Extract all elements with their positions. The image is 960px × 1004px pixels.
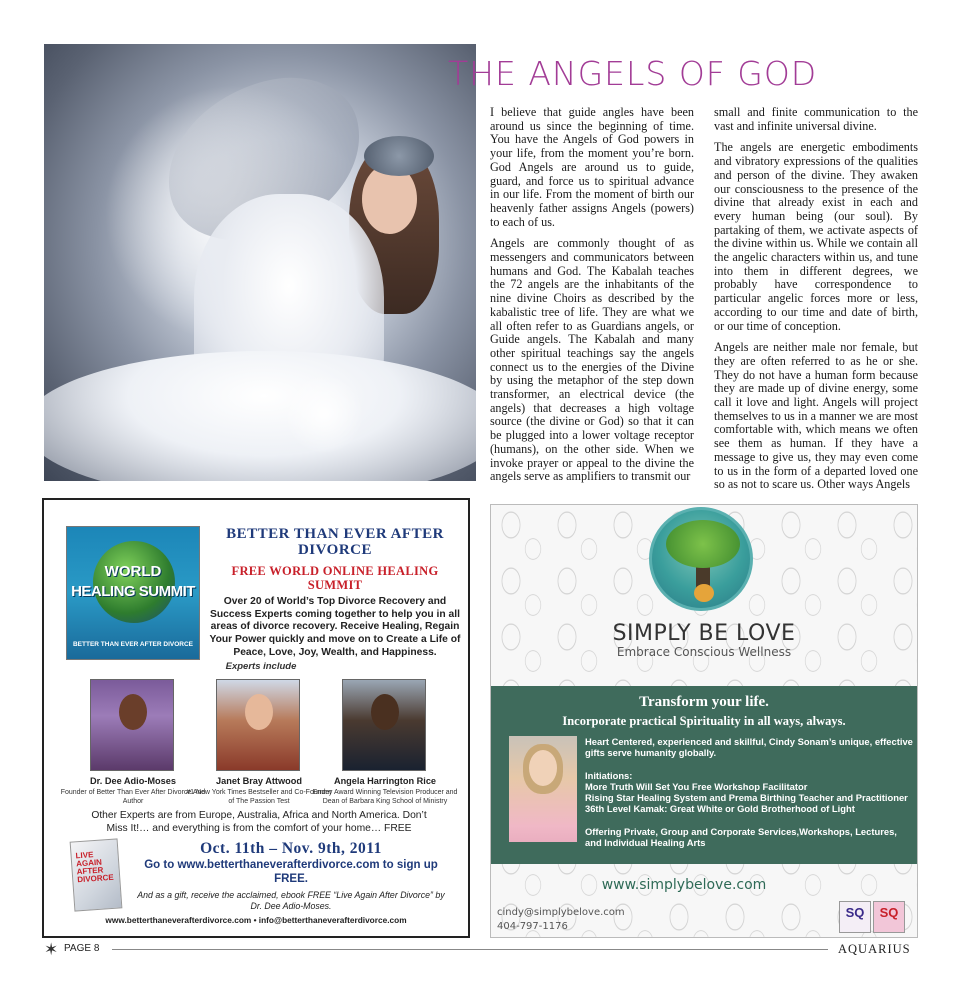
badge-text: SQ — [879, 905, 899, 920]
green-banner — [491, 686, 917, 864]
footer-divider — [112, 949, 828, 950]
article-column-2 — [714, 106, 918, 500]
experts-label: Experts include — [225, 661, 297, 672]
expert-photo-angela — [342, 679, 426, 771]
cindy-photo — [509, 736, 577, 842]
paragraph: The angels are energetic embodiments and vibratory expressions of the qualities and person of the divine. They awaken our consciousness to the presence of the divine that already exist in each and every human being (our soul). By partaking of them, we activate aspects of the divine within us. While we contain all the angelic characters within us, and tune into them in different degrees, we probably have correspondence to particular angelic forces more or less, according to our time and date of birth, or our time of conception. — [714, 140, 918, 333]
star-icon: ✶ — [44, 940, 59, 960]
logo-text: WORLD — [104, 563, 162, 580]
badge-text: SQ — [845, 905, 865, 920]
ebook-cover — [70, 838, 123, 911]
initiations-label: Initiations: — [585, 769, 633, 781]
page-number: PAGE 8 — [64, 943, 100, 954]
sparkle — [284, 374, 364, 454]
initiation-item: Rising Star Healing System and Prema Birthing Teacher and Practitioner — [585, 792, 908, 804]
banner-headline: Transform your life. — [639, 694, 769, 710]
book-title: LIVE AGAIN AFTER DIVORCE — [75, 850, 114, 885]
healing-summit-ad — [42, 498, 470, 938]
hair-flower — [364, 136, 434, 176]
email-link[interactable]: cindy@simplybelove.com — [497, 907, 625, 918]
paragraph: small and finite communication to the vast and infinite universal divine. — [714, 105, 918, 133]
website-link[interactable]: www.simplybelove.com — [601, 877, 767, 893]
expert-name: Dr. Dee Adio-Moses — [90, 776, 176, 786]
cloud — [44, 351, 476, 481]
expert-desc: #1 New York Times Bestseller and Co-Founder of The Passion Test — [186, 789, 332, 805]
logo-text: HEALING SUMMIT — [71, 583, 195, 600]
article-column-1 — [490, 106, 694, 492]
sq-badge — [873, 901, 905, 933]
ad-description: Over 20 of World’s Top Divorce Recovery and Success Experts coming together to help you in all areas of divorce recovery. Receive Healing, Regain Your Power quickly and move on to Create a Life of Peace, Love, Joy, Wealth, and Happiness. — [209, 596, 461, 658]
brand-tagline: Embrace Conscious Wellness — [616, 645, 792, 659]
signup-link[interactable]: Go to www.betterthaneverafterdivorce.com to sign up FREE. — [144, 859, 438, 885]
brand-name: SIMPLY BE LOVE — [612, 621, 796, 646]
banner-subheadline: Incorporate practical Spirituality in all ways, always. — [562, 714, 846, 728]
event-dates: Oct. 11th – Nov. 9th, 2011 — [200, 840, 382, 857]
intro-text: Heart Centered, experienced and skillful, Cindy Sonam’s unique, effective gifts serve humanity globally. — [585, 736, 913, 759]
expert-desc: Emmy Award Winning Television Producer and Dean of Barbara King School of Ministry — [312, 789, 458, 805]
magazine-name: AQUARIUS — [838, 942, 911, 956]
services-text: Offering Private, Group and Corporate Services,Workshops, Lectures, and Individual Healing Arts — [585, 825, 897, 849]
simply-be-love-ad — [490, 504, 918, 938]
world-healing-summit-logo — [66, 526, 200, 660]
gift-text: And as a gift, receive the acclaimed, ebook FREE “Live Again After Divorce” by Dr. Dee Adio-Moses. — [137, 890, 445, 911]
tree-of-life-logo — [649, 507, 753, 611]
initiation-item: 36th Level Kamak: Great White or Gold Brotherhood of Light — [585, 803, 855, 815]
other-experts-text: Other Experts are from Europe, Australia, Africa and North America. Don’t Miss It!… and everything is from the comfort of your home… FREE — [91, 810, 427, 834]
expert-name: Janet Bray Attwood — [216, 776, 302, 786]
angel-photo — [44, 44, 476, 481]
globe-icon — [93, 541, 175, 623]
sq-badge — [839, 901, 871, 933]
paragraph: Angels are neither male nor female, but they are often referred to as he or she. They do not have a human form because they are made up of divine energy, some call it love and light. Angels will project themselves to us in a manner we are most comfortable with, which means we often see them as human. If they have a message to give us, they may even come to us in the form of a departed loved one so as not to scare us. Other ways Angels — [714, 340, 918, 492]
paragraph: I believe that guide angles have been around us since the beginning of time. You have the Angels of God powers in your life, from the moment you’re born. God Angels are around us to guide, guard, and force us to spiritual advance in our life. From the moment of birth our heavenly father assigns Angels (powers) to each of us. — [490, 105, 694, 229]
article-title: THE ANGELS OF GOD — [448, 54, 818, 93]
paragraph: Angels are commonly thought of as messengers and communicators between humans and God. The Kabalah teaches the 72 angels are the inhabitants of the nine divine Choirs as described by the kabalistic tree of life. They are what we all often refer to as Guardians angels, or Guide angels. The Kabalah and many other spiritual teachings say the angels connect us to the energies of the Divine by using the metaphor of the step down transformer, an electrical device (the angels) that decreases a high voltage source (the divine or God) so that it can be plugged into a lower voltage receptor (humans), on the other side. When we invoke prayer or appeal to the divine the angels serve as amplifiers to transmit our — [490, 236, 694, 484]
contact-urls[interactable]: www.betterthaneverafterdivorce.com • info@betterthaneverafterdivorce.com — [105, 915, 407, 925]
ad-subheading: FREE WORLD ONLINE HEALING SUMMIT — [231, 564, 439, 592]
logo-subtext: BETTER THAN EVER AFTER DIVORCE — [72, 641, 193, 648]
banner-copy — [585, 736, 915, 859]
expert-photo-dee — [90, 679, 174, 771]
initiation-item: More Truth Will Set You Free Workshop Facilitator — [585, 780, 808, 792]
expert-desc: Founder of Better Than Ever After Divorce And Author — [60, 789, 206, 805]
ad-heading: BETTER THAN EVER AFTER DIVORCE — [226, 526, 444, 558]
expert-photo-janet — [216, 679, 300, 771]
expert-name: Angela Harrington Rice — [333, 776, 437, 786]
phone-number: 404-797-1176 — [497, 921, 568, 932]
